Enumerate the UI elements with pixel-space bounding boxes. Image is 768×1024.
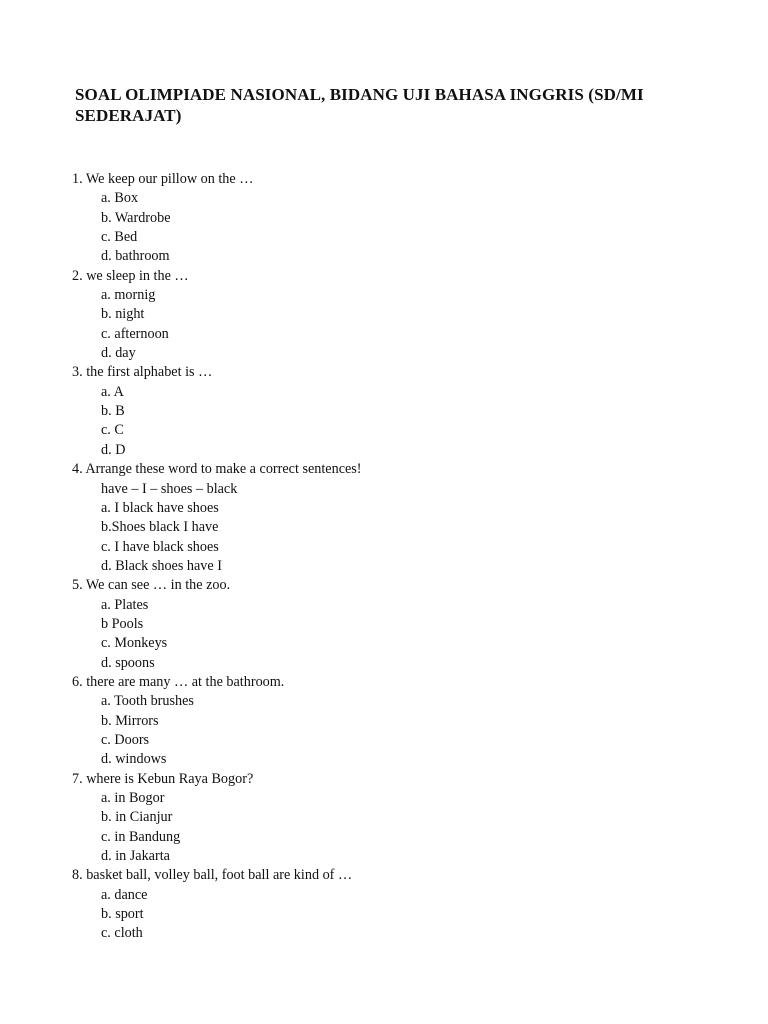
answer-option: c. C: [101, 422, 124, 439]
answer-option: c. cloth: [101, 925, 143, 942]
answer-option: b Pools: [101, 615, 144, 632]
answer-option: b. B: [101, 403, 125, 420]
answer-option: b. Wardrobe: [101, 209, 171, 226]
answer-option: b. sport: [101, 906, 144, 923]
question-prompt-words: have – I – shoes – black: [101, 480, 238, 497]
answer-option: a. Plates: [101, 596, 149, 613]
answer-option: b.Shoes black I have: [101, 519, 219, 536]
answer-option: a. I black have shoes: [101, 499, 219, 516]
answer-option: d. spoons: [101, 654, 155, 671]
answer-option: a. dance: [101, 886, 148, 903]
answer-option: d. D: [101, 441, 126, 458]
answer-option: a. A: [101, 383, 124, 400]
answer-option: b. in Cianjur: [101, 809, 173, 826]
answer-option: c. Bed: [101, 229, 138, 246]
question-text: 3. the first alphabet is …: [72, 364, 213, 381]
answer-option: d. in Jakarta: [101, 848, 170, 865]
answer-option: a. in Bogor: [101, 790, 165, 806]
question-text: 8. basket ball, volley ball, foot ball are kind of …: [72, 867, 353, 884]
answer-option: b. night: [101, 306, 145, 323]
answer-option: c. in Bandung: [101, 828, 181, 845]
question-text: 5. We can see … in the zoo.: [72, 577, 231, 594]
answer-option: b. Mirrors: [101, 712, 159, 729]
question-item: [72, 673, 732, 770]
answer-option: c. Monkeys: [101, 635, 168, 652]
question-item: [72, 170, 732, 267]
question-item: [72, 267, 732, 364]
answer-option: a. Tooth brushes: [101, 693, 194, 710]
question-item: [72, 363, 732, 460]
answer-option: c. Doors: [101, 731, 150, 748]
question-text: 4. Arrange these word to make a correct sentences!: [72, 461, 362, 478]
answer-option: d. windows: [101, 751, 167, 768]
answer-option: a. mornig: [101, 287, 156, 304]
question-text: 1. We keep our pillow on the …: [72, 171, 254, 187]
answer-option: d. bathroom: [101, 248, 170, 265]
question-text: 2. we sleep in the …: [72, 267, 189, 284]
answer-option: a. Box: [101, 190, 139, 207]
answer-option: c. afternoon: [101, 325, 169, 342]
answer-option: d. day: [101, 345, 136, 362]
question-item: [72, 770, 732, 867]
question-item: [72, 460, 732, 576]
question-text: 7. where is Kebun Raya Bogor?: [72, 770, 254, 787]
question-list: [72, 170, 732, 944]
answer-option: c. I have black shoes: [101, 538, 219, 555]
document-title: SOAL OLIMPIADE NASIONAL, BIDANG UJI BAHASA INGGRIS (SD/MI SEDERAJAT): [75, 85, 644, 125]
question-text: 6. there are many … at the bathroom.: [72, 673, 285, 690]
question-item: [72, 866, 732, 943]
answer-option: d. Black shoes have I: [101, 557, 222, 574]
question-item: [72, 576, 732, 673]
